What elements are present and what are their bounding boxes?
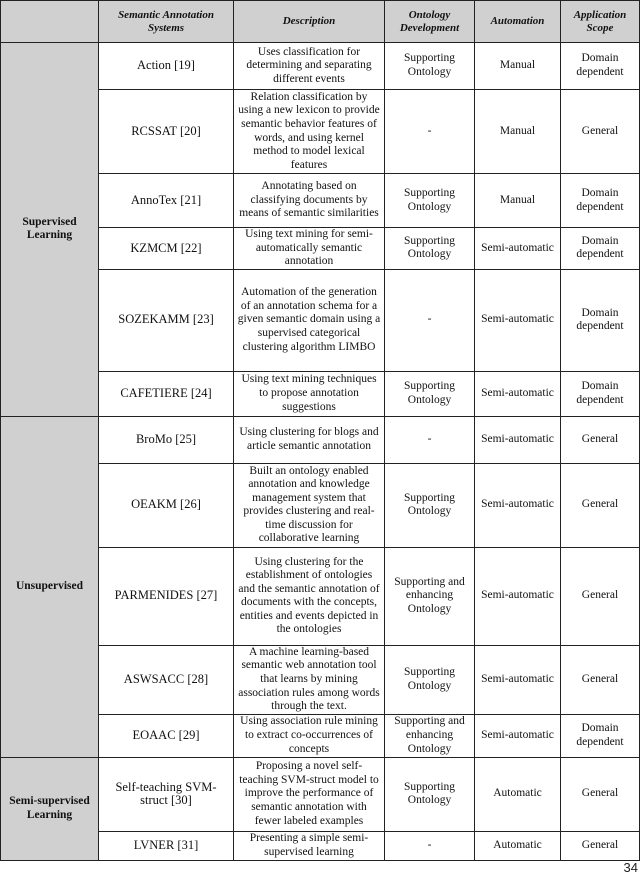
application-scope: General	[561, 547, 640, 645]
system-name: OEAKM [26]	[99, 463, 234, 547]
application-scope: General	[561, 831, 640, 860]
description: Using text mining techniques to propose annotation suggestions	[234, 371, 385, 416]
application-scope: General	[561, 645, 640, 714]
system-name: PARMENIDES [27]	[99, 547, 234, 645]
group-label-unsupervised: Unsupervised	[1, 416, 99, 757]
group-label-supervised: Supervised Learning	[1, 43, 99, 417]
description: Relation classification by using a new lexicon to provide semantic behavior features of words, and using kernel method to model lexical features	[234, 90, 385, 174]
automation: Manual	[475, 43, 561, 90]
application-scope: General	[561, 463, 640, 547]
automation: Semi-automatic	[475, 416, 561, 463]
system-name: LVNER [31]	[99, 831, 234, 860]
application-scope: Domain dependent	[561, 228, 640, 270]
ontology-development: Supporting Ontology	[385, 371, 475, 416]
ontology-development: -	[385, 90, 475, 174]
application-scope: Domain dependent	[561, 174, 640, 228]
description: Built an ontology enabled annotation and knowledge management system that provides clustering and real-time discussion for collaborative learning	[234, 463, 385, 547]
automation: Semi-automatic	[475, 645, 561, 714]
system-name: KZMCM [22]	[99, 228, 234, 270]
automation: Semi-automatic	[475, 463, 561, 547]
application-scope: General	[561, 757, 640, 831]
system-name: AnnoTex [21]	[99, 174, 234, 228]
application-scope: Domain dependent	[561, 269, 640, 371]
automation: Automatic	[475, 757, 561, 831]
header-description: Description	[234, 1, 385, 43]
description: Using clustering for blogs and article semantic annotation	[234, 416, 385, 463]
ontology-development: Supporting Ontology	[385, 228, 475, 270]
description: Using association rule mining to extract co-occurrences of concepts	[234, 714, 385, 757]
automation: Semi-automatic	[475, 714, 561, 757]
description: Uses classification for determining and separating different events	[234, 43, 385, 90]
header-group-column	[1, 1, 99, 43]
description: Automation of the generation of an annotation schema for a given semantic domain using a supervised categorical clustering algorithm LIMBO	[234, 269, 385, 371]
application-scope: Domain dependent	[561, 714, 640, 757]
system-name: RCSSAT [20]	[99, 90, 234, 174]
description: Using clustering for the establishment of ontologies and the semantic annotation of documents with the concepts, entities and events depicted in the ontologies	[234, 547, 385, 645]
application-scope: General	[561, 416, 640, 463]
table-row	[1, 757, 640, 831]
description: Presenting a simple semi-supervised learning	[234, 831, 385, 860]
page-number: 34	[623, 860, 638, 875]
header-systems: Semantic Annotation Systems	[99, 1, 234, 43]
application-scope: General	[561, 90, 640, 174]
group-label-semi-supervised: Semi-supervised Learning	[1, 757, 99, 860]
automation: Manual	[475, 90, 561, 174]
automation: Automatic	[475, 831, 561, 860]
header-row	[1, 1, 640, 43]
ontology-development: -	[385, 831, 475, 860]
application-scope: Domain dependent	[561, 43, 640, 90]
system-name: Self-teaching SVM-struct [30]	[99, 757, 234, 831]
system-name: CAFETIERE [24]	[99, 371, 234, 416]
table-row	[1, 416, 640, 463]
ontology-development: Supporting Ontology	[385, 645, 475, 714]
ontology-development: Supporting Ontology	[385, 43, 475, 90]
table-row	[1, 43, 640, 90]
description: A machine learning-based semantic web annotation tool that learns by mining association rules among words through the text.	[234, 645, 385, 714]
system-name: SOZEKAMM [23]	[99, 269, 234, 371]
header-ontology-development: Ontology Development	[385, 1, 475, 43]
automation: Semi-automatic	[475, 547, 561, 645]
ontology-development: Supporting and enhancing Ontology	[385, 714, 475, 757]
description: Proposing a novel self-teaching SVM-struct model to improve the performance of semantic annotation with fewer labeled examples	[234, 757, 385, 831]
ontology-development: -	[385, 416, 475, 463]
header-application-scope: Application Scope	[561, 1, 640, 43]
system-name: BroMo [25]	[99, 416, 234, 463]
ontology-development: Supporting Ontology	[385, 174, 475, 228]
system-name: ASWSACC [28]	[99, 645, 234, 714]
ontology-development: Supporting Ontology	[385, 757, 475, 831]
ontology-development: Supporting Ontology	[385, 463, 475, 547]
application-scope: Domain dependent	[561, 371, 640, 416]
automation: Semi-automatic	[475, 228, 561, 270]
ontology-development: Supporting and enhancing Ontology	[385, 547, 475, 645]
system-name: Action [19]	[99, 43, 234, 90]
description: Using text mining for semi-automatically semantic annotation	[234, 228, 385, 270]
description: Annotating based on classifying documents by means of semantic similarities	[234, 174, 385, 228]
automation: Semi-automatic	[475, 371, 561, 416]
automation: Manual	[475, 174, 561, 228]
automation: Semi-automatic	[475, 269, 561, 371]
header-automation: Automation	[475, 1, 561, 43]
system-name: EOAAC [29]	[99, 714, 234, 757]
ontology-development: -	[385, 269, 475, 371]
